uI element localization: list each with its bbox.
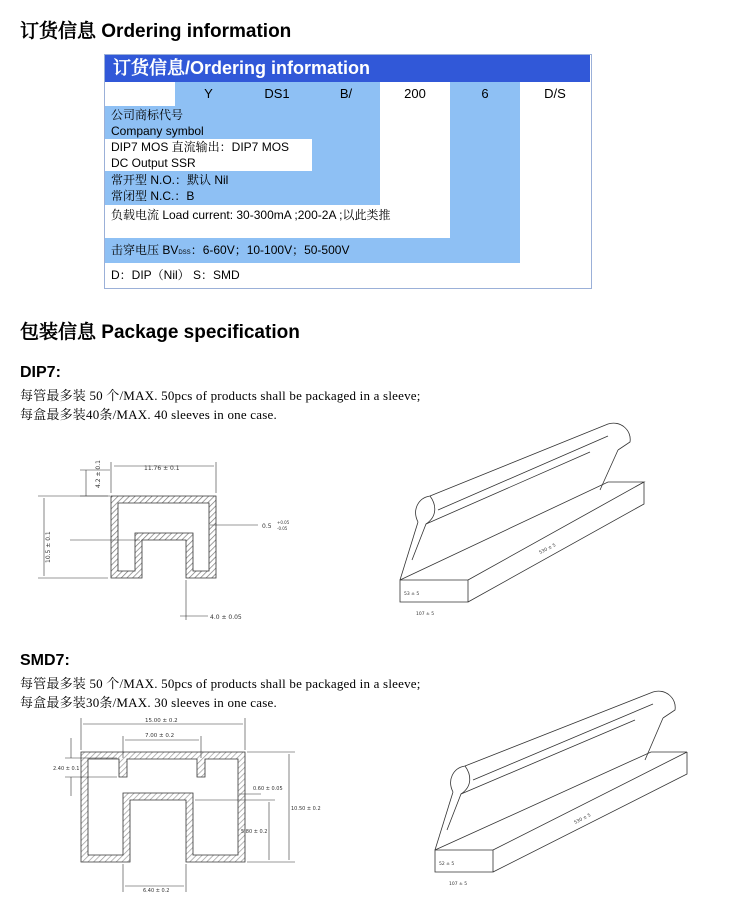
ordering-table-title: 订货信息/Ordering information bbox=[105, 55, 590, 82]
smd7-line1: 每管最多装 50 个/MAX. 50pcs of products shall be packaged in a sleeve; bbox=[20, 676, 421, 691]
dip7-wall-tol-plus: +0.05 bbox=[277, 520, 290, 525]
smd7-box-width-label: 107 ± 5 bbox=[449, 882, 468, 887]
smd7-slot-label: 6.40 ± 0.2 bbox=[143, 888, 170, 894]
smd7-box-length-label: 530 ± 5 bbox=[573, 813, 593, 826]
row-company-cn: 公司商标代号 bbox=[111, 108, 184, 122]
smd7-line2: 每盒最多装30条/MAX. 30 sleeves in one case. bbox=[20, 695, 277, 710]
code-contact: B/ bbox=[312, 82, 380, 106]
row-output-line2: DC Output SSR bbox=[111, 156, 196, 170]
bv-suffix: ：6-60V；10-100V；50-500V bbox=[190, 243, 350, 257]
smd7-inner-label: 7.00 ± 0.2 bbox=[145, 733, 175, 739]
dip7-lip-height-label: 4.2 ± 0.1 bbox=[95, 460, 102, 488]
row-breakdown-voltage bbox=[105, 238, 520, 263]
code-company: Y bbox=[175, 82, 242, 106]
dip7-line1: 每管最多装 50 个/MAX. 50pcs of products shall be packaged in a sleeve; bbox=[20, 388, 421, 403]
smd7-title: SMD7: bbox=[20, 652, 70, 669]
dip7-wall-label: 0.5 bbox=[262, 523, 272, 530]
smd7-sleeve-drawing bbox=[395, 682, 695, 892]
code-voltage: 6 bbox=[450, 82, 520, 106]
code-current: 200 bbox=[380, 82, 450, 106]
dip7-box-length-label: 530 ± 5 bbox=[538, 543, 558, 556]
dip7-title: DIP7: bbox=[20, 364, 61, 381]
smd7-width-label: 15.00 ± 0.2 bbox=[145, 718, 178, 724]
dip7-width-label: 11.76 ± 0.1 bbox=[144, 465, 180, 472]
dip7-box-height-label: 53 ± 5 bbox=[404, 592, 420, 597]
row-normal-open: 常开型 N.O.：默认 Nil bbox=[111, 173, 229, 187]
dip7-wall-tol-minus: -0.05 bbox=[277, 526, 288, 531]
code-package: D/S bbox=[520, 82, 590, 106]
smd7-inner-height-label: 5.80 ± 0.2 bbox=[241, 829, 268, 835]
dip7-cross-section-drawing bbox=[30, 448, 290, 633]
dip7-box-width-label: 107 ± 5 bbox=[416, 612, 435, 617]
row-normal-closed: 常闭型 N.C.：B bbox=[111, 189, 195, 203]
code-output: DS1 bbox=[242, 82, 312, 106]
smd7-wall-label: 0.60 ± 0.05 bbox=[253, 786, 283, 792]
bv-subscript: DSS bbox=[178, 250, 191, 256]
row-company-en: Company symbol bbox=[111, 124, 204, 138]
smd7-height-label: 10.50 ± 0.2 bbox=[291, 806, 321, 812]
row-output-line1: DIP7 MOS 直流输出：DIP7 MOS bbox=[111, 140, 290, 154]
smd7-box-height-label: 52 ± 5 bbox=[439, 862, 455, 867]
row-company bbox=[105, 106, 242, 139]
row-load-current: 负载电流 Load current: 30-300mA ;200-2A ;以此类推 bbox=[105, 205, 450, 238]
row-output bbox=[105, 139, 312, 171]
ordering-heading: 订货信息 Ordering information bbox=[20, 21, 292, 42]
smd7-lip-label: 2.40 ± 0.1 bbox=[53, 766, 80, 772]
package-heading: 包装信息 Package specification bbox=[20, 322, 300, 343]
row-contact bbox=[105, 171, 380, 205]
dip7-line2: 每盒最多装40条/MAX. 40 sleeves in one case. bbox=[20, 407, 277, 422]
row-package-type: D：DIP（Nil） S：SMD bbox=[105, 263, 590, 287]
dip7-sleeve-drawing bbox=[360, 412, 660, 622]
dip7-slot-label: 4.0 ± 0.05 bbox=[210, 614, 242, 621]
bv-prefix: 击穿电压 BV bbox=[111, 243, 179, 257]
dip7-height-label: 10.5 ± 0.1 bbox=[45, 531, 52, 563]
smd7-cross-section-drawing bbox=[45, 712, 321, 897]
